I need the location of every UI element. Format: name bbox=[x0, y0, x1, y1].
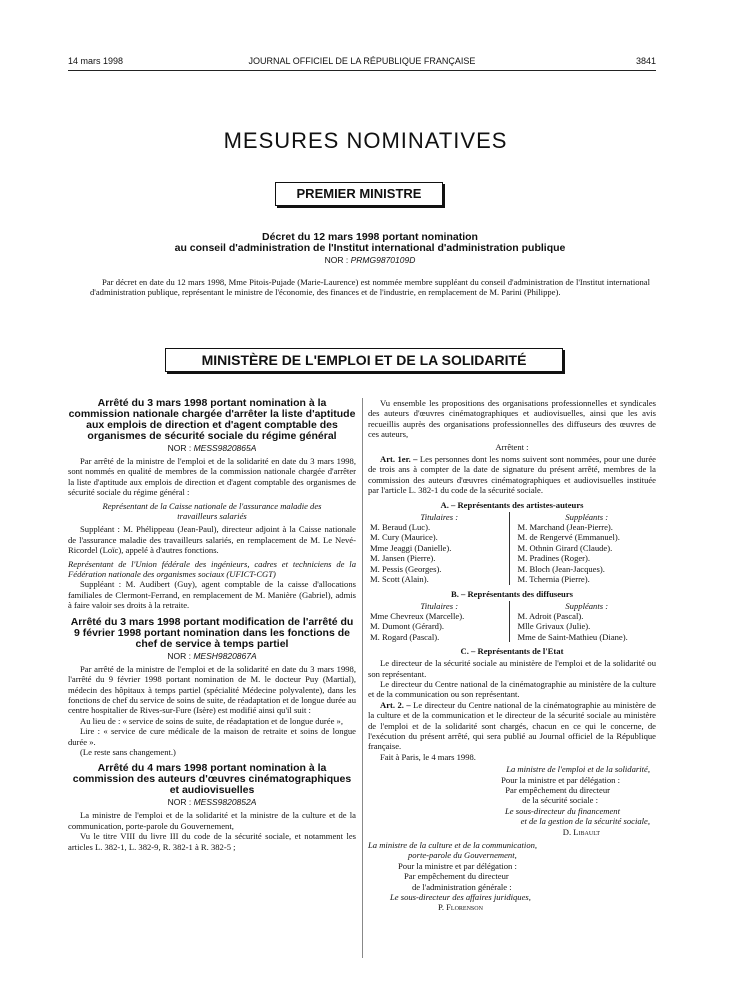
member: M. Scott (Alain). bbox=[370, 574, 429, 585]
column-header: Titulaires : bbox=[420, 600, 459, 611]
right-column bbox=[368, 398, 656, 913]
nor-code: PRMG9870109D bbox=[350, 255, 416, 265]
arrete-2 bbox=[68, 617, 356, 758]
section-heading-ministere: MINISTÈRE DE L'EMPLOI ET DE LA SOLIDARITÉ bbox=[165, 348, 563, 372]
signature-line: Le sous-directeur du financement bbox=[505, 805, 620, 816]
member: M. Adroit (Pascal). bbox=[517, 610, 584, 621]
signature-line: La ministre de la culture et de la communication, bbox=[368, 840, 538, 851]
signature-line: et de la gestion de la sécurité sociale, bbox=[520, 816, 650, 827]
paragraph: Par arrêté de la ministre de l'emploi et de la solidarité en date du 3 mars 1998, sont nommés en qualité de membres de la commission nationale chargée d'arrêter la liste d'aptitude aux emplois de direction et d'agent comptable des organismes de sécurité sociale du régime général : bbox=[68, 456, 356, 498]
article-1: Art. 1er. – Les personnes dont les noms suivent sont nommées, pour une durée de trois ans à compter de la date de signature du présent arrêté, membres de la commission des auteurs d'œuvres cinématographiques et audiovisuelles instituée par l'article L. 382-1 du code de la sécurité sociale. bbox=[368, 454, 656, 496]
decree-title-line1: Décret du 12 mars 1998 portant nomination bbox=[262, 231, 478, 243]
paragraph: Suppléant : M. Audibert (Guy), agent comptable de la caisse d'allocations familiales de Clermont-Ferrand, en remplacement de M. Manière (Gabriel), admis à faire valoir ses droits à la retraite. bbox=[68, 579, 356, 611]
subheading: Représentant de l'Union fédérale des ingénieurs, cadres et techniciens de la Fédération nationale des organismes sociaux (UFICT-CGT) bbox=[68, 558, 356, 580]
signature-line: de l'administration générale : bbox=[412, 881, 512, 892]
member: Mme Chevreux (Marcelle). bbox=[370, 610, 465, 621]
member: M. Bloch (Jean-Jacques). bbox=[517, 563, 605, 574]
member: M. Pessis (Georges). bbox=[370, 563, 442, 574]
signatory-name: D. Libault bbox=[562, 826, 600, 837]
nor-reference: NOR : MESS9820852A bbox=[167, 797, 257, 808]
signatory-name: P. Florenson bbox=[438, 902, 483, 913]
signature-line: Pour la ministre et par délégation : bbox=[501, 774, 620, 785]
paragraph: Suppléant : M. Phélippeau (Jean-Paul), directeur adjoint à la Caisse nationale de l'assurance maladie des travailleurs salariés, en remplacement de M. Le Nevé-Ricordel (Loïc), appelé à d'autres fonctions. bbox=[68, 524, 356, 556]
arrete-3 bbox=[68, 763, 356, 852]
member: M. Tchernia (Pierre). bbox=[517, 574, 590, 585]
member: M. Othnin Girard (Claude). bbox=[517, 542, 613, 553]
signature-line: Pour la ministre et par délégation : bbox=[398, 860, 517, 871]
signature-line: Par empêchement du directeur bbox=[505, 785, 610, 795]
paragraph: (Le reste sans changement.) bbox=[80, 746, 176, 757]
paragraph: La ministre de l'emploi et de la solidarité et la ministre de la culture et de la communication, porte-parole du Gouvernement, bbox=[68, 810, 356, 831]
signature-line: porte-parole du Gouvernement, bbox=[408, 850, 517, 861]
member: M. Jansen (Pierre). bbox=[370, 553, 436, 564]
paragraph: Vu le titre VIII du livre III du code de la sécurité sociale, et notamment les articles L. 382-1, L. 382-9, R. 382-1 à R. 382-5 ; bbox=[68, 831, 356, 852]
article-2: Art. 2. – Le directeur du Centre national de la cinématographie au ministère de la culture et de la communication et le directeur de la sécurité sociale au ministère de l'emploi et de la solidarité sont chargés, chacun en ce qui le concerne, de l'exécution du présent arrêté, qui sera publié au Journal officiel de la République française. bbox=[368, 699, 657, 752]
signature-block-1 bbox=[368, 764, 656, 837]
member: Mme Jeaggi (Danielle). bbox=[370, 542, 452, 553]
member: M. Dumont (Gérard). bbox=[370, 621, 444, 632]
nor-reference bbox=[90, 255, 650, 265]
section-b-heading: B. – Représentants des diffuseurs bbox=[451, 588, 573, 599]
signature-line: de la sécurité sociale : bbox=[522, 795, 598, 806]
signature-line: Le sous-directeur des affaires juridiques, bbox=[390, 892, 531, 903]
members-table-a bbox=[368, 512, 656, 585]
member: M. Marchand (Jean-Pierre). bbox=[517, 522, 613, 533]
arrete-title: Arrêté du 4 mars 1998 portant nomination à la commission des auteurs d'œuvres cinématographiques et audiovisuelles bbox=[72, 762, 352, 797]
page-title: MESURES NOMINATIVES bbox=[223, 128, 508, 153]
member: Mme de Saint-Mathieu (Diane). bbox=[517, 631, 628, 642]
section-a-heading: A. – Représentants des artistes-auteurs bbox=[440, 499, 584, 510]
signature-block-2 bbox=[368, 840, 656, 913]
signature-line: Par empêchement du directeur bbox=[404, 871, 509, 882]
header-page-number: 3841 bbox=[635, 56, 656, 66]
column-header: Suppléants : bbox=[565, 600, 609, 611]
titulaires-column bbox=[368, 512, 509, 585]
column-divider bbox=[362, 398, 363, 958]
decree-heading bbox=[90, 232, 650, 265]
header-journal: JOURNAL OFFICIEL DE LA RÉPUBLIQUE FRANÇAISE bbox=[248, 56, 476, 66]
signature-line: La ministre de l'emploi et de la solidarité, bbox=[506, 764, 650, 775]
member: M. de Rengervé (Emmanuel). bbox=[517, 532, 620, 543]
member: M. Pradines (Roger). bbox=[517, 553, 591, 564]
decree-text: Par décret en date du 12 mars 1998, Mme Pitois-Pujade (Marie-Laurence) est nommée membre suppléant du conseil d'administration de l'Institut international d'administration publique, représentant le ministre de l'économie, des finances et de l'industrie, en remplacement de M. Parini (Philippe). bbox=[90, 277, 650, 298]
decree-title-line2: au conseil d'administration de l'Institut international d'administration publique bbox=[174, 242, 566, 254]
paragraph: Le directeur du Centre national de la cinématographie au ministère de la culture et de la communication ou son représentant. bbox=[368, 678, 656, 700]
left-column bbox=[68, 398, 356, 856]
arrete-title: Arrêté du 3 mars 1998 portant nomination à la commission nationale chargée d'arrêter la liste d'aptitude aux emplois de direction et d'agent comptable des organismes de sécurité sociale du régime général bbox=[68, 397, 356, 442]
member: M. Cury (Maurice). bbox=[370, 532, 438, 543]
member: M. Beraud (Luc). bbox=[370, 522, 431, 533]
subheading: Représentant de la Caisse nationale de l'assurance maladie des travailleurs salariés bbox=[102, 500, 322, 522]
nor-label: NOR : bbox=[324, 255, 349, 265]
members-table-b bbox=[368, 601, 656, 643]
column-header: Suppléants : bbox=[565, 511, 609, 522]
nor-code: MESH9820867A bbox=[193, 650, 257, 661]
section-c-heading: C. – Représentants de l'Etat bbox=[460, 646, 564, 657]
paragraph: Lire : « service de cure médicale de la maison de retraite et soins de longue durée ». bbox=[68, 726, 356, 747]
nor-code: MESS9820865A bbox=[193, 443, 257, 453]
suppleants-column bbox=[509, 601, 657, 643]
header-date: 14 mars 1998 bbox=[68, 56, 124, 66]
nor-code: MESS9820852A bbox=[193, 797, 257, 808]
page-header bbox=[68, 56, 656, 71]
paragraph: Vu ensemble les propositions des organisations professionnelles et syndicales des auteurs d'œuvres cinématographiques et audiovisuelles, ainsi que les avis recueillis auprès des organisations professionnelles des diffuseurs des œuvres de ces auteurs, bbox=[368, 398, 656, 440]
member: Mlle Grivaux (Julie). bbox=[517, 621, 591, 632]
arrete-1 bbox=[68, 398, 356, 611]
arrete-title: Arrêté du 3 mars 1998 portant modification de l'arrêté du 9 février 1998 portant nomination dans les fonctions de chef de service à temps partiel bbox=[70, 615, 354, 650]
fait-a-paris: Fait à Paris, le 4 mars 1998. bbox=[380, 751, 476, 762]
paragraph: Le directeur de la sécurité sociale au ministère de l'emploi et de la solidarité ou son représentant. bbox=[368, 658, 656, 679]
column-header: Titulaires : bbox=[420, 511, 459, 522]
member: M. Rogard (Pascal). bbox=[370, 631, 440, 642]
section-heading-premier-ministre: PREMIER MINISTRE bbox=[275, 182, 443, 206]
arretent-label: Arrêtent : bbox=[495, 441, 529, 452]
suppleants-column bbox=[509, 512, 657, 585]
nor-reference: NOR : MESS9820865A bbox=[167, 443, 257, 453]
paragraph: Par arrêté de la ministre de l'emploi et de la solidarité en date du 3 mars 1998, l'arrêté du 9 février 1998 portant nomination de M. le docteur Puy (Martial), médecin des hôpitaux à temps partiel (spécialité Médecine polyvalente), dans les fonctions de chef du service de soins de suite, de réadaptation et de longue durée au centre hospitalier de Rives-sur-Fure (Isère) est modifié ainsi qu'il suit : bbox=[68, 663, 356, 716]
paragraph: Au lieu de : « service de soins de suite, de réadaptation et de longue durée », bbox=[80, 715, 343, 726]
titulaires-column bbox=[368, 601, 509, 643]
nor-reference: NOR : MESH9820867A bbox=[167, 650, 257, 661]
